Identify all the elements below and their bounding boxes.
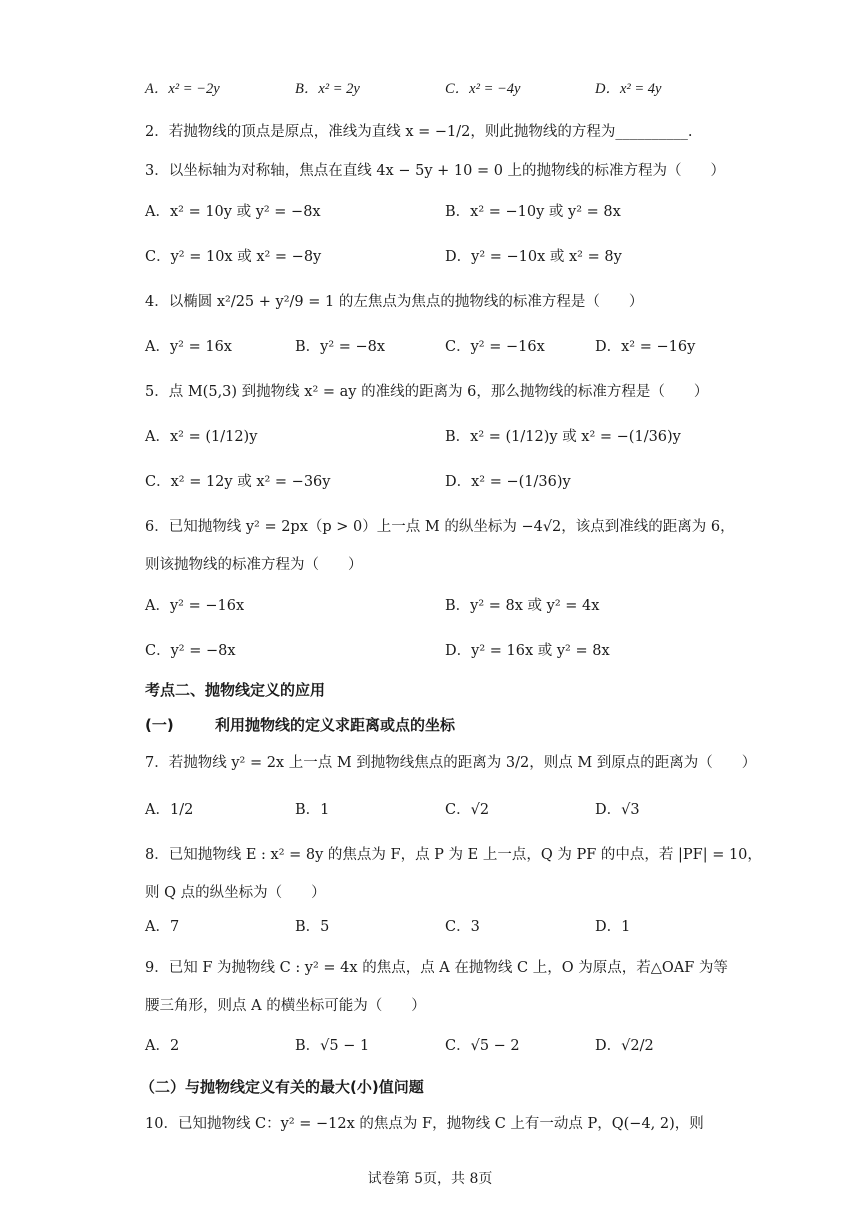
q6-option-b: B．y² = 8x 或 y² = 4x [445, 598, 600, 614]
q1-options [0, 74, 860, 104]
question-2 [0, 117, 860, 147]
question-3-text: 3．以坐标轴为对称轴，焦点在直线 4x − 5y + 10 = 0 上的抛物线的标准方程为（ ） [145, 163, 726, 179]
question-9-line2 [0, 991, 860, 1021]
q9-option-c: C．√5 − 2 [445, 1038, 520, 1054]
question-8-line2 [0, 878, 860, 908]
question-3 [0, 156, 860, 186]
subsection-2-title: （二）与抛物线定义有关的最大(小)值问题 [140, 1078, 424, 1096]
q1-option-d: D．x² = 4y [595, 81, 662, 97]
q3-options-row1 [0, 197, 860, 227]
question-6-line1 [0, 512, 860, 542]
page-footer: 试卷第 5页，共 8页 [367, 1171, 493, 1187]
q8-options [0, 912, 860, 942]
q7-option-d: D．√3 [595, 802, 640, 818]
q4-option-d: D．x² = −16y [595, 339, 696, 355]
q8-option-b: B．5 [295, 919, 330, 935]
q6-option-c: C．y² = −8x [145, 643, 236, 659]
q7-option-b: B．1 [295, 802, 330, 818]
question-6-text-2: 则该抛物线的标准方程为（ ） [145, 557, 363, 573]
question-4-text: 4．以椭圆 x²/25 + y²/9 = 1 的左焦点为焦点的抛物线的标准方程是（ ） [145, 294, 644, 310]
question-8-text-2: 则 Q 点的纵坐标为（ ） [145, 885, 326, 901]
q9-option-a: A．2 [145, 1038, 180, 1054]
question-7 [0, 748, 860, 778]
q1-option-b: B．x² = 2y [295, 81, 360, 97]
question-8-line1 [0, 840, 860, 870]
q8-option-d: D．1 [595, 919, 631, 935]
question-9-line1 [0, 953, 860, 983]
q5-option-c: C．x² = 12y 或 x² = −36y [145, 474, 331, 490]
q1-option-c: C．x² = −4y [445, 81, 521, 97]
question-9-text-2: 腰三角形，则点 A 的横坐标可能为（ ） [145, 998, 426, 1014]
subsection-1-heading [0, 710, 860, 740]
question-5-text: 5．点 M(5,3) 到抛物线 x² = ay 的准线的距离为 6，那么抛物线的标准方程是（ ） [145, 384, 709, 400]
section-2-heading [0, 675, 860, 705]
question-6-text-1: 6．已知抛物线 y² = 2px（p > 0）上一点 M 的纵坐标为 −4√2，该点到准线的距离为 6， [145, 519, 735, 535]
q6-options-row1 [0, 591, 860, 621]
section-2-title: 考点二、抛物线定义的应用 [145, 681, 326, 699]
question-6-line2 [0, 550, 860, 580]
question-4 [0, 287, 860, 317]
q9-option-b: B．√5 − 1 [295, 1038, 370, 1054]
q3-option-d: D．y² = −10x 或 x² = 8y [445, 249, 622, 265]
q7-option-a: A．1/2 [145, 802, 194, 818]
q3-option-c: C．y² = 10x 或 x² = −8y [145, 249, 322, 265]
q4-option-a: A．y² = 16x [145, 339, 232, 355]
question-2-text: 2．若抛物线的顶点是原点，准线为直线 x = −1/2，则此抛物线的方程为__________. [145, 124, 693, 140]
subsection-1-title: 利用抛物线的定义求距离或点的坐标 [215, 716, 456, 734]
question-10 [0, 1109, 860, 1139]
q5-options-row2 [0, 467, 860, 497]
q7-option-c: C．√2 [445, 802, 490, 818]
q5-options-row1 [0, 422, 860, 452]
q7-options [0, 795, 860, 825]
subsection-1-number: (一) [145, 716, 174, 734]
q4-options [0, 332, 860, 362]
subsection-2-heading [0, 1072, 860, 1102]
question-9-text-1: 9．已知 F 为抛物线 C : y² = 4x 的焦点，点 A 在抛物线 C 上，O 为原点，若△OAF 为等 [145, 960, 728, 976]
q5-option-a: A．x² = (1/12)y [145, 429, 258, 445]
question-7-text: 7．若抛物线 y² = 2x 上一点 M 到抛物线焦点的距离为 3/2，则点 M 到原点的距离为（ ） [145, 755, 757, 771]
q6-option-d: D．y² = 16x 或 y² = 8x [445, 643, 610, 659]
question-5 [0, 377, 860, 407]
q9-option-d: D．√2/2 [595, 1038, 654, 1054]
question-8-text-1: 8．已知抛物线 E : x² = 8y 的焦点为 F，点 P 为 E 上一点，Q 为 PF 的中点，若 |PF| = 10， [145, 847, 762, 863]
q8-option-c: C．3 [445, 919, 480, 935]
q3-option-b: B．x² = −10y 或 y² = 8x [445, 204, 621, 220]
q4-option-b: B．y² = −8x [295, 339, 386, 355]
question-10-text: 10．已知抛物线 C：y² = −12x 的焦点为 F，抛物线 C 上有一动点 P，Q(−4, 2)，则 [145, 1116, 704, 1132]
q9-options [0, 1031, 860, 1061]
q6-options-row2 [0, 636, 860, 666]
q6-option-a: A．y² = −16x [145, 598, 245, 614]
q5-option-b: B．x² = (1/12)y 或 x² = −(1/36)y [445, 429, 681, 445]
q4-option-c: C．y² = −16x [445, 339, 545, 355]
q3-options-row2 [0, 242, 860, 272]
q3-option-a: A．x² = 10y 或 y² = −8x [145, 204, 321, 220]
q5-option-d: D．x² = −(1/36)y [445, 474, 571, 490]
q1-option-a: A．x² = −2y [145, 81, 220, 97]
q8-option-a: A．7 [145, 919, 180, 935]
